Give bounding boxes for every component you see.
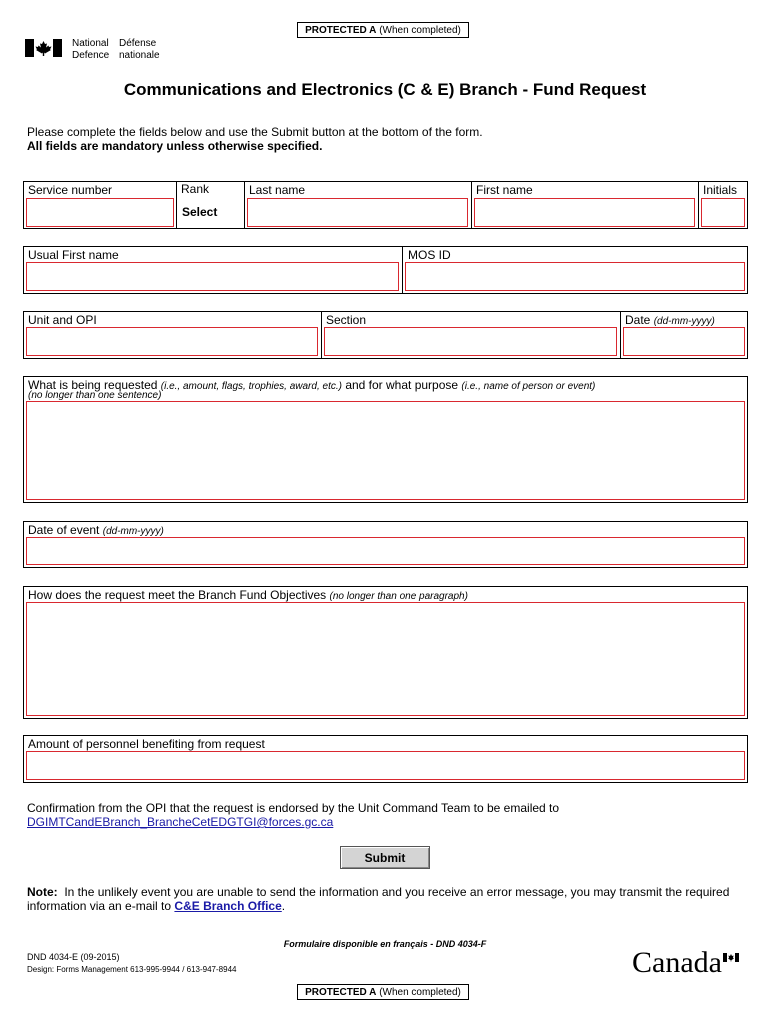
first-name-field[interactable] [474,198,695,227]
confirmation-text: Confirmation from the OPI that the request is endorsed by the Unit Command Team to be emailed to DGIMTCandEBranch_BrancheCetEDGTGI@forces.gc.ca [27,801,560,829]
request-sublabel: (no longer than one sentence) [28,390,162,401]
rank-select[interactable]: Select [182,205,218,219]
protected-banner-top [297,22,469,38]
personnel-field[interactable] [26,751,745,780]
note-label: Note: [27,885,58,899]
protected-banner-bottom [297,984,469,1000]
date-field[interactable] [623,327,745,356]
canada-wordmark: Canada [632,946,722,979]
first-name-label: First name [476,183,533,197]
protected-label: PROTECTED A [305,25,377,36]
service-number-label: Service number [28,183,113,197]
form-title: Communications and Electronics (C & E) Branch - Fund Request [123,80,647,99]
rank-label: Rank [181,182,210,196]
opi-email-link[interactable]: DGIMTCandEBranch_BrancheCetEDGTGI@forces.gc.ca [27,815,334,829]
mos-id-field[interactable] [405,262,745,291]
personnel-label: Amount of personnel benefiting from request [28,737,265,751]
section-label: Section [326,313,367,327]
request-field[interactable] [26,401,745,500]
event-date-label: Date of event (dd-mm-yyyy) [28,523,164,537]
section-field[interactable] [324,327,617,356]
department-name-fr: Défense nationale [119,38,160,61]
unit-opi-label: Unit and OPI [28,313,97,327]
protected-note: (When completed) [379,25,461,36]
event-date-field[interactable] [26,537,745,565]
usual-first-name-label: Usual First name [28,248,119,262]
request-label: What is being requested (i.e., amount, flags, trophies, award, etc.) and for what purpose (i.e., name of person or event) [28,378,596,392]
date-label: Date (dd-mm-yyyy) [625,313,715,327]
objectives-field[interactable] [26,602,745,716]
design-credit: Design: Forms Management 613-995-9944 / 613-947-8944 [27,965,237,974]
submit-button[interactable]: Submit [340,846,430,869]
initials-field[interactable] [701,198,745,227]
french-availability: Formulaire disponible en français - DND 4034-F [283,939,487,949]
protected-note: (When completed) [379,987,461,998]
form-number: DND 4034-E (09-2015) [27,952,120,962]
service-number-field[interactable] [26,198,174,227]
mos-id-label: MOS ID [408,248,451,262]
last-name-label: Last name [249,183,306,197]
initials-label: Initials [703,183,738,197]
department-name-en: National Defence [72,38,110,61]
protected-label: PROTECTED A [305,987,377,998]
last-name-field[interactable] [247,198,468,227]
wordmark-flag-icon [723,953,739,962]
canada-flag-icon [25,39,62,57]
objectives-label: How does the request meet the Branch Fund Objectives (no longer than one paragraph) [28,588,468,602]
intro-text: Please complete the fields below and use the Submit button at the bottom of the form. All fields are mandatory unless otherwise specified. [27,125,483,153]
unit-opi-field[interactable] [26,327,318,356]
branch-office-link[interactable]: C&E Branch Office [174,899,282,913]
usual-first-name-field[interactable] [26,262,399,291]
note-text: Note: In the unlikely event you are unable to send the information and you receive an error message, you may transmit the required information via an e-mail to C&E Branch Office. [27,885,730,913]
